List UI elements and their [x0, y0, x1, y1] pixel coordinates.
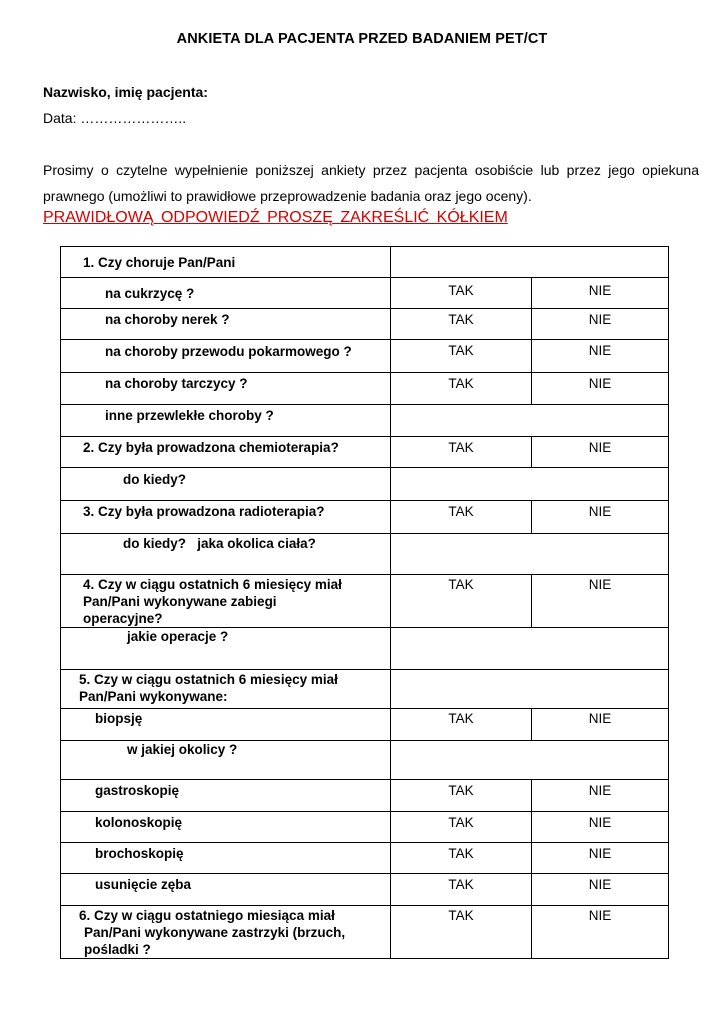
- answer-cell-empty[interactable]: [391, 405, 669, 437]
- thyroid-question: na choroby tarczycy ?: [105, 376, 248, 391]
- question-cell: [61, 340, 391, 373]
- chemotherapy-until-question: do kiedy?: [123, 472, 187, 487]
- table-row: [61, 780, 669, 812]
- question-cell: [61, 780, 391, 812]
- answer-no-label: NIE: [588, 440, 612, 455]
- answer-yes-tooth-extraction[interactable]: [391, 874, 532, 906]
- answer-no-label: NIE: [588, 846, 612, 861]
- question-4-line-1: 4. Czy w ciągu ostatnich 6 miesięcy miał: [83, 577, 342, 592]
- answer-no-label: NIE: [588, 283, 612, 298]
- bronchoscopy-question: brochoskopię: [95, 846, 184, 861]
- table-row: [61, 405, 669, 437]
- diabetes-question: na cukrzycę ?: [105, 286, 195, 301]
- answer-no-label: NIE: [588, 376, 612, 391]
- answer-yes-biopsy[interactable]: [391, 709, 532, 741]
- table-row: [61, 906, 669, 959]
- table-row: [61, 709, 669, 741]
- answer-cell-empty[interactable]: [391, 534, 669, 575]
- date-label: Data: …………………..: [43, 110, 187, 126]
- table-row: [61, 575, 669, 628]
- biopsy-region-question: w jakiej okolicy ?: [127, 742, 238, 757]
- question-cell: [61, 534, 391, 575]
- table-row: [61, 628, 669, 670]
- answer-no-diabetes[interactable]: [532, 278, 669, 309]
- page-title: ANKIETA DLA PACJENTA PRZED BADANIEM PET/CT: [176, 31, 548, 47]
- question-cell: [61, 278, 391, 309]
- question-cell: [61, 309, 391, 340]
- answer-cell-empty: [391, 670, 669, 709]
- answer-cell-empty: [391, 247, 669, 278]
- answer-yes-bronchoscopy[interactable]: [391, 843, 532, 874]
- circle-answer-instruction: PRAWIDŁOWĄ ODPOWIEDŹ PROSZĘ ZAKREŚLIĆ KÓŁKIEM: [43, 209, 508, 226]
- question-cell: [61, 501, 391, 534]
- other-chronic-question: inne przewlekłe choroby ?: [105, 408, 274, 423]
- answer-no-label: NIE: [588, 504, 612, 519]
- answer-no-label: NIE: [588, 815, 612, 830]
- answer-yes-label: TAK: [448, 846, 474, 861]
- answer-yes-label: TAK: [448, 312, 474, 327]
- answer-yes-label: TAK: [448, 283, 474, 298]
- digestive-question: na choroby przewodu pokarmowego ?: [105, 344, 352, 359]
- kidney-question: na choroby nerek ?: [105, 312, 230, 327]
- answer-no-digestive[interactable]: [532, 340, 669, 373]
- question-6-line-1: 6. Czy w ciągu ostatniego miesiąca miał: [79, 908, 335, 923]
- question-1-text: 1. Czy choruje Pan/Pani: [83, 255, 236, 270]
- answer-no-chemotherapy[interactable]: [532, 437, 669, 468]
- table-row: [61, 437, 669, 468]
- answer-no-label: NIE: [588, 577, 612, 592]
- question-cell: [61, 468, 391, 501]
- question-cell: [61, 437, 391, 468]
- question-4-line-2: Pan/Pani wykonywane zabiegi: [83, 594, 277, 609]
- table-row: [61, 468, 669, 501]
- answer-no-gastroscopy[interactable]: [532, 780, 669, 812]
- biopsy-question: biopsję: [95, 711, 143, 726]
- answer-no-label: NIE: [588, 312, 612, 327]
- answer-yes-radiotherapy[interactable]: [391, 501, 532, 534]
- colonoscopy-question: kolonoskopię: [95, 815, 183, 830]
- answer-no-label: NIE: [588, 877, 612, 892]
- patient-name-label: Nazwisko, imię pacjenta:: [43, 84, 208, 100]
- question-5-line-2: Pan/Pani wykonywane:: [79, 689, 228, 704]
- answer-yes-label: TAK: [448, 783, 474, 798]
- answer-yes-injections[interactable]: [391, 906, 532, 959]
- table-row: [61, 812, 669, 843]
- answer-yes-label: TAK: [448, 376, 474, 391]
- answer-cell-empty[interactable]: [391, 741, 669, 780]
- question-cell: [61, 405, 391, 437]
- answer-yes-label: TAK: [448, 711, 474, 726]
- table-row: [61, 309, 669, 340]
- answer-cell-empty[interactable]: [391, 468, 669, 501]
- question-cell: [61, 812, 391, 843]
- question-6-line-3: pośladki ?: [84, 942, 151, 957]
- answer-yes-thyroid[interactable]: [391, 373, 532, 405]
- table-row: [61, 373, 669, 405]
- answer-no-label: NIE: [588, 908, 612, 923]
- question-cell: [61, 373, 391, 405]
- answer-no-label: NIE: [588, 343, 612, 358]
- table-row: [61, 741, 669, 780]
- answer-yes-diabetes[interactable]: [391, 278, 532, 309]
- gastroscopy-question: gastroskopię: [95, 783, 180, 798]
- table-row: [61, 670, 669, 709]
- question-cell: [61, 709, 391, 741]
- answer-yes-digestive[interactable]: [391, 340, 532, 373]
- answer-no-tooth-extraction[interactable]: [532, 874, 669, 906]
- table-row: [61, 843, 669, 874]
- intro-line-1: Prosimy o czytelne wypełnienie poniższej ankiety przez pacjenta osobiście lub przez jego opiekuna: [43, 162, 699, 178]
- answer-no-radiotherapy[interactable]: [532, 501, 669, 534]
- tooth-extraction-question: usunięcie zęba: [95, 877, 192, 892]
- answer-no-bronchoscopy[interactable]: [532, 843, 669, 874]
- table-row: [61, 501, 669, 534]
- answer-no-label: NIE: [588, 711, 612, 726]
- answer-yes-kidney[interactable]: [391, 309, 532, 340]
- answer-yes-chemotherapy[interactable]: [391, 437, 532, 468]
- question-cell: [61, 843, 391, 874]
- table-row: [61, 534, 669, 575]
- intro-line-2: prawnego (umożliwi to prawidłowe przeprowadzenie badania oraz jego oceny).: [43, 188, 532, 204]
- question-cell: [61, 906, 391, 959]
- questionnaire-table: [60, 246, 669, 959]
- surgery-which-question: jakie operacje ?: [127, 629, 229, 644]
- question-2-text: 2. Czy była prowadzona chemioterapia?: [83, 440, 339, 455]
- question-cell: [61, 628, 391, 670]
- answer-yes-surgery[interactable]: [391, 575, 532, 628]
- answer-yes-colonoscopy[interactable]: [391, 812, 532, 843]
- answer-no-label: NIE: [588, 783, 612, 798]
- answer-yes-gastroscopy[interactable]: [391, 780, 532, 812]
- answer-no-kidney[interactable]: [532, 309, 669, 340]
- answer-yes-label: TAK: [448, 440, 474, 455]
- answer-no-injections[interactable]: [532, 906, 669, 959]
- question-5-line-1: 5. Czy w ciągu ostatnich 6 miesięcy miał: [79, 672, 338, 687]
- answer-no-colonoscopy[interactable]: [532, 812, 669, 843]
- answer-cell-empty[interactable]: [391, 628, 669, 670]
- answer-no-thyroid[interactable]: [532, 373, 669, 405]
- question-4-line-3: operacyjne?: [83, 611, 163, 626]
- radiotherapy-until-region-question: do kiedy? jaka okolica ciała?: [123, 536, 316, 551]
- answer-yes-label: TAK: [448, 343, 474, 358]
- table-row: [61, 278, 669, 309]
- answer-yes-label: TAK: [448, 815, 474, 830]
- question-cell: [61, 670, 391, 709]
- question-cell: [61, 247, 391, 278]
- question-3-text: 3. Czy była prowadzona radioterapia?: [83, 504, 325, 519]
- question-6-line-2: Pan/Pani wykonywane zastrzyki (brzuch,: [84, 925, 346, 940]
- answer-no-surgery[interactable]: [532, 575, 669, 628]
- answer-yes-label: TAK: [448, 504, 474, 519]
- table-row: [61, 340, 669, 373]
- question-cell: [61, 741, 391, 780]
- question-cell: [61, 575, 391, 628]
- answer-yes-label: TAK: [448, 577, 474, 592]
- question-cell: [61, 874, 391, 906]
- table-row: [61, 874, 669, 906]
- answer-yes-label: TAK: [448, 877, 474, 892]
- table-row: [61, 247, 669, 278]
- answer-yes-label: TAK: [448, 908, 474, 923]
- answer-no-biopsy[interactable]: [532, 709, 669, 741]
